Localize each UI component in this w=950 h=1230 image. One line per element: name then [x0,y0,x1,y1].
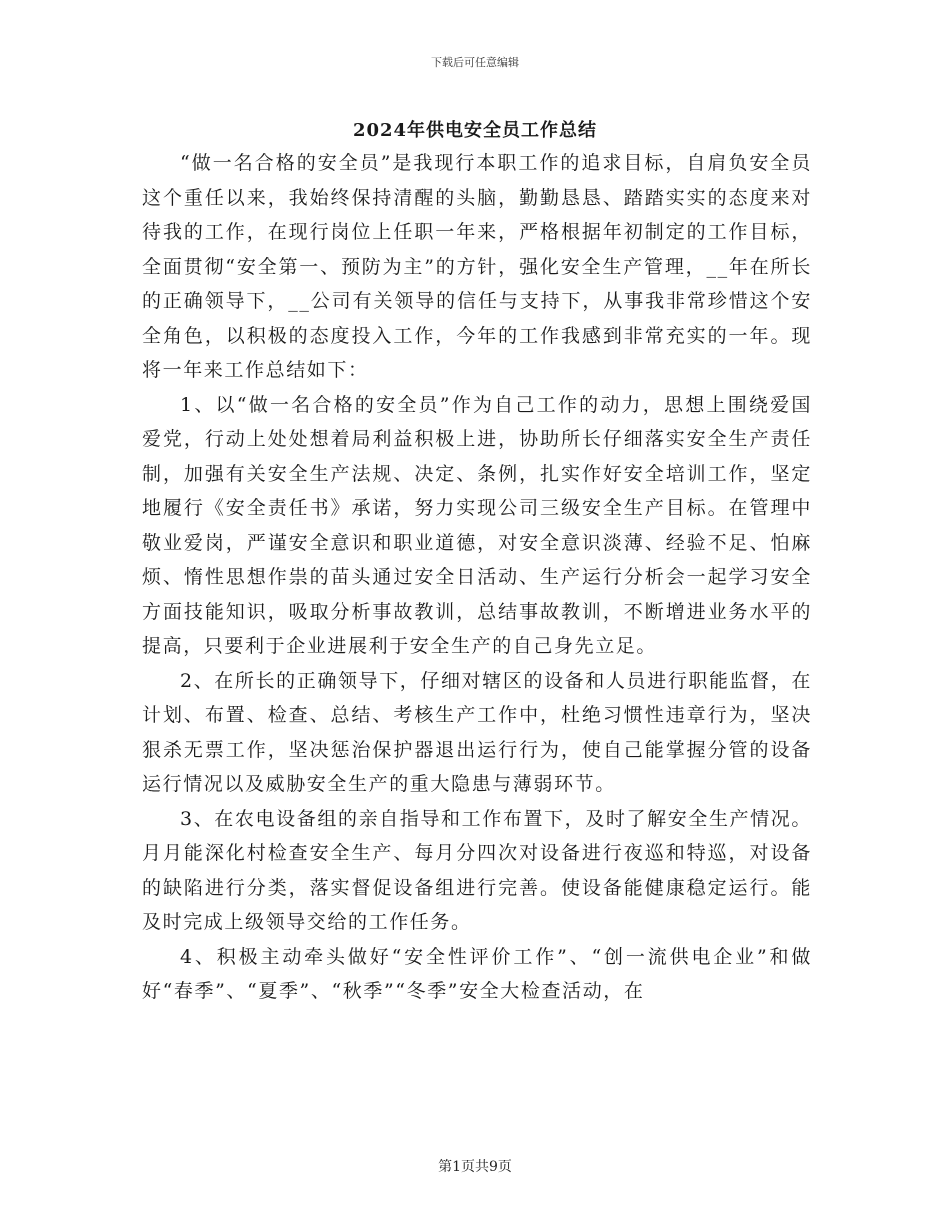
paragraph-item-1: 1、以“做一名合格的安全员”作为自己工作的动力，思想上围绕爱国爱党，行动上处处想着局利益积极上进，协助所长仔细落实安全生产责任制，加强有关安全生产法规、决定、条例，扎实作好安全培训工作，坚定地履行《安全责任书》承诺，努力实现公司三级安全生产目标。在管理中敬业爱岗，严谨安全意识和职业道德，对安全意识淡薄、经验不足、怕麻烦、惰性思想作祟的苗头通过安全日活动、生产运行分析会一起学习安全方面技能知识，吸取分析事故教训，总结事故教训，不断增进业务水平的提高，只要利于企业进展利于安全生产的自己身先立足。 [142,393,812,657]
document-body [142,146,812,1009]
paragraph-item-4: 4、积极主动牵头做好“安全性评价工作”、“创一流供电企业”和做好“春季”、“夏季”、“秋季”“冬季”安全大检查活动，在 [142,945,812,1002]
page-number-footer: 第1页共9页 [438,1159,512,1175]
paragraph-item-2: 2、在所长的正确领导下，仔细对辖区的设备和人员进行职能监督，在计划、布置、检查、总结、考核生产工作中，杜绝习惯性违章行为，坚决狠杀无票工作，坚决惩治保护器退出运行行为，使自己能掌握分管的设备运行情况以及威胁安全生产的重大隐患与薄弱环节。 [142,669,812,795]
paragraph-intro: “做一名合格的安全员”是我现行本职工作的追求目标，自肩负安全员这个重任以来，我始终保持清醒的头脑，勤勤恳恳、踏踏实实的态度来对待我的工作，在现行岗位上任职一年来，严格根据年初制定的工作目标，全面贯彻“安全第一、预防为主”的方针，强化安全生产管理，__年在所长的正确领导下，__公司有关领导的信任与支持下，从事我非常珍惜这个安全角色，以积极的态度投入工作，今年的工作我感到非常充实的一年。现将一年来工作总结如下： [142,152,812,381]
header-note: 下载后可任意编辑 [431,56,519,69]
paragraph-item-3: 3、在农电设备组的亲自指导和工作布置下，及时了解安全生产情况。月月能深化村检查安全生产、每月分四次对设备进行夜巡和特巡，对设备的缺陷进行分类，落实督促设备组进行完善。使设备能健康稳定运行。能及时完成上级领导交给的工作任务。 [142,807,812,933]
document-title: 2024年供电安全员工作总结 [352,120,598,141]
